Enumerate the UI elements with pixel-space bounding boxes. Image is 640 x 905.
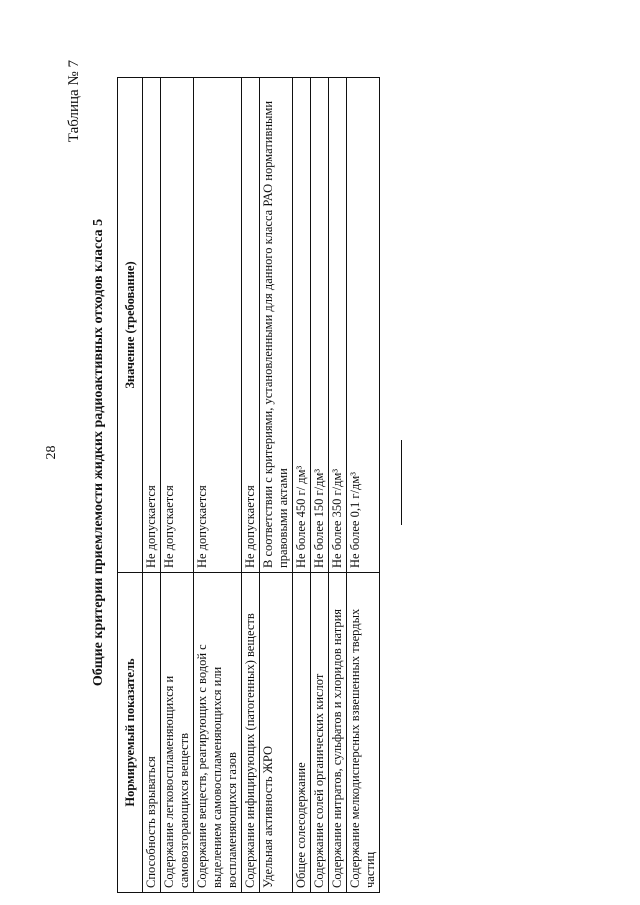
cell-value: Не допускается xyxy=(242,78,260,573)
table-row xyxy=(242,78,260,893)
cell-value: Не более 150 г/дм³ xyxy=(311,78,329,573)
cell-indicator: Содержание мелкодисперсных взвешенных твердых частиц xyxy=(347,573,380,893)
table-header-row xyxy=(118,78,143,893)
cell-indicator: Содержание легковоспламеняющихся и самовозгорающихся веществ xyxy=(161,573,194,893)
cell-indicator: Содержание солей органических кислот xyxy=(311,573,329,893)
cell-value: Не допускается xyxy=(143,78,161,573)
table-row xyxy=(347,78,380,893)
cell-indicator: Удельная активность ЖРО xyxy=(260,573,293,893)
header-value: Значение (требование) xyxy=(118,78,143,573)
cell-indicator: Способность взрываться xyxy=(143,573,161,893)
cell-indicator: Содержание инфицирующих (патогенных) веществ xyxy=(242,573,260,893)
table-row xyxy=(311,78,329,893)
table-row xyxy=(293,78,311,893)
cell-value: Не допускается xyxy=(161,78,194,573)
table-row xyxy=(194,78,242,893)
cell-value: Не допускается xyxy=(194,78,242,573)
cell-indicator: Содержание веществ, реагирующих с водой с выделением самовоспламеняющихся или воспламеняющихся газов xyxy=(194,573,242,893)
cell-indicator: Содержание нитратов, сульфатов и хлоридов натрия xyxy=(329,573,347,893)
cell-value: В соответствии с критериями, установленными для данного класса РАО нормативными правовыми актами xyxy=(260,78,293,573)
criteria-table xyxy=(117,77,380,893)
table-label: Таблица № 7 xyxy=(66,60,82,143)
table-title: Общие критерии приемлемости жидких радиоактивных отходов класса 5 xyxy=(91,218,106,687)
table-row xyxy=(329,78,347,893)
end-divider-line xyxy=(401,440,402,525)
page-number: 28 xyxy=(44,445,59,460)
cell-value: Не более 0,1 г/дм³ xyxy=(347,78,380,573)
table-row xyxy=(143,78,161,893)
cell-indicator: Общее солесодержание xyxy=(293,573,311,893)
cell-value: Не более 350 г/дм³ xyxy=(329,78,347,573)
cell-value: Не более 450 г/ дм³ xyxy=(293,78,311,573)
table-row xyxy=(260,78,293,893)
header-indicator: Нормируемый показатель xyxy=(118,573,143,893)
table-row xyxy=(161,78,194,893)
